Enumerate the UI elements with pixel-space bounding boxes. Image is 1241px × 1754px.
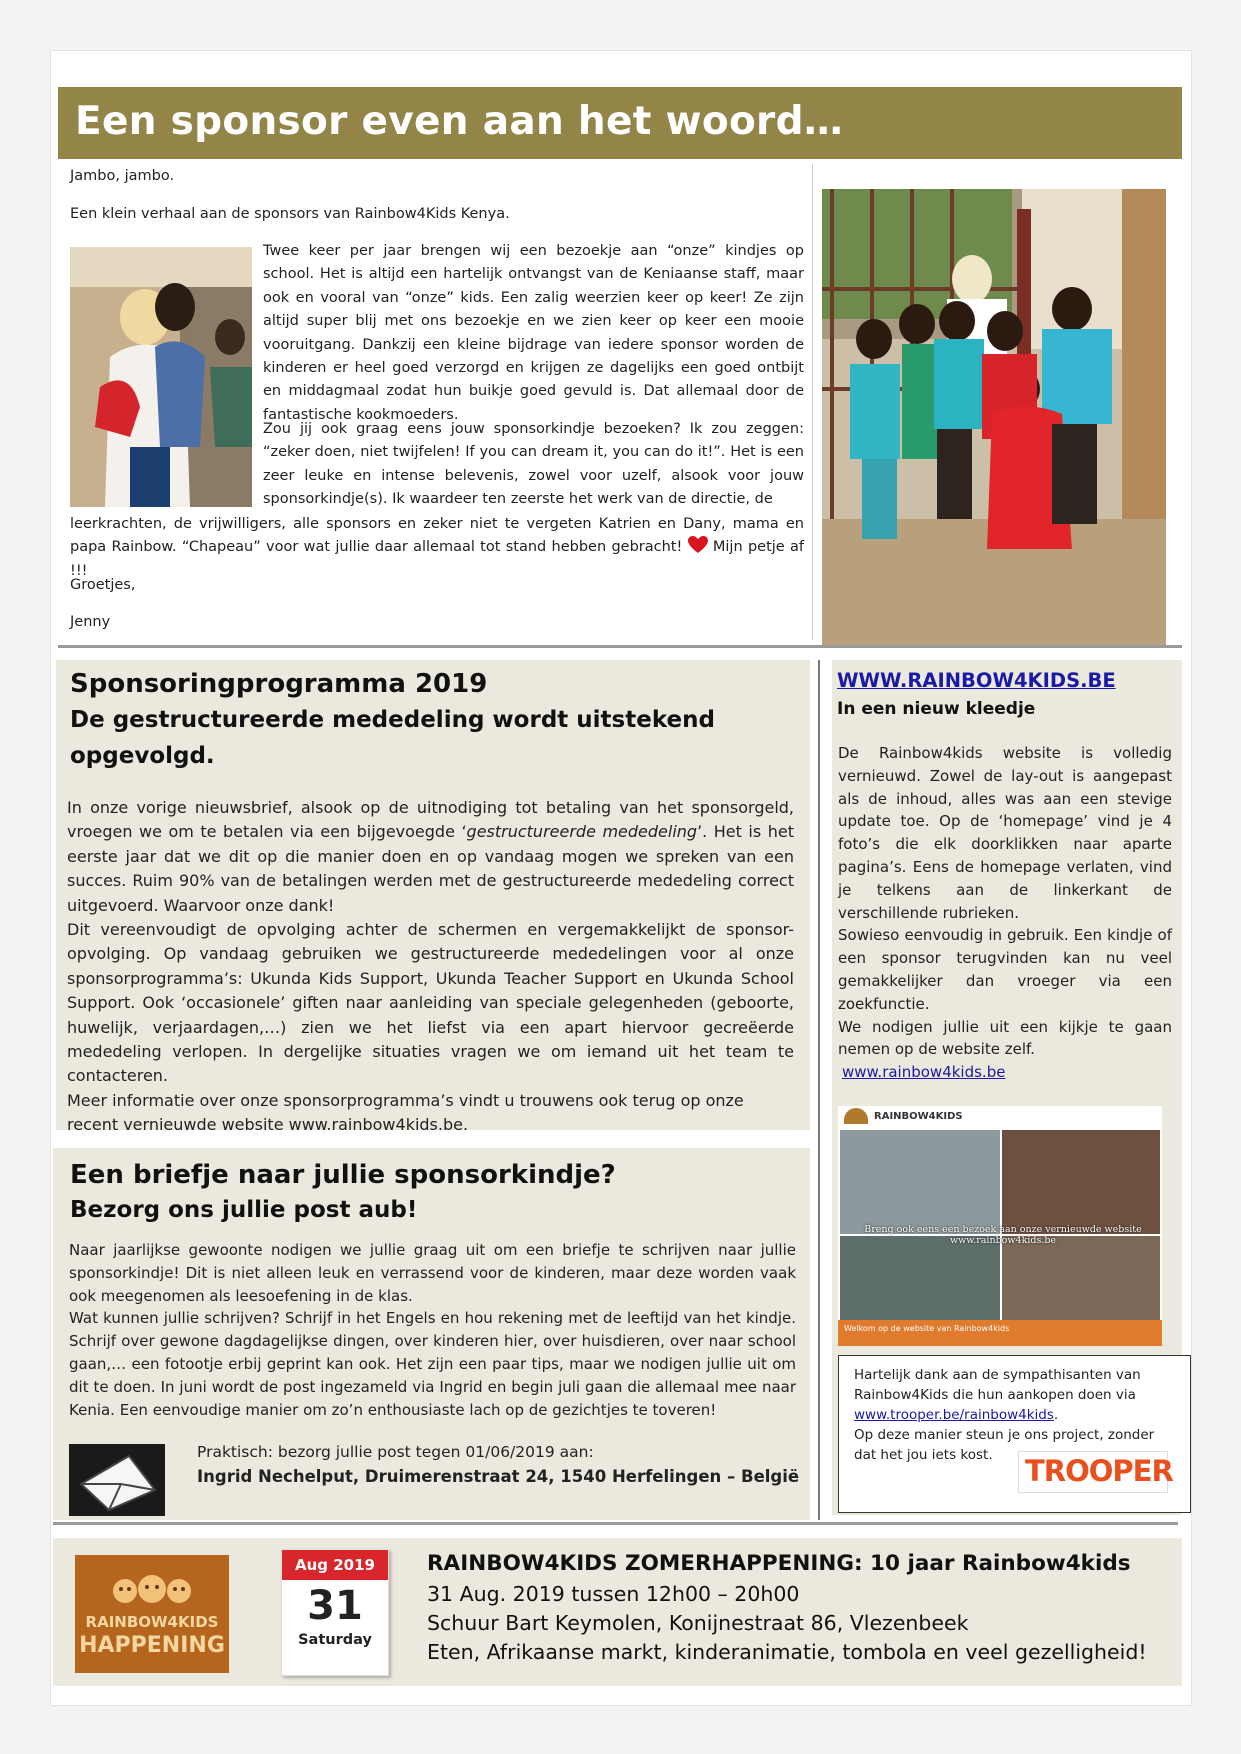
calendar-month: Aug 2019 (282, 1550, 388, 1580)
website-paragraph-2: Sowieso eenvoudig in gebruik. Een kindje of een sponsor terugvinden kan nu veel gemakkelijker dan vroeger via een zoekfunctie. (838, 926, 1172, 1013)
briefje-body (69, 1239, 796, 1421)
screenshot-pupils-photo (1002, 1236, 1160, 1320)
website-paragraph-1: De Rainbow4kids website is volledig vernieuwd. Zowel de lay-out is aangepast als de inhoud, alles was aan een stevige update toe. Op de ‘homepage’ vind je 4 foto’s die elk doorklikken naar aparte pagina’s. Eens de homepage verlaten, vind je telkens aan de linkerkant de verschillende rubrieken. (838, 744, 1172, 922)
screenshot-footer: Welkom op de website van Rainbow4kids (838, 1320, 1162, 1346)
letter-signature: Jenny (70, 614, 111, 630)
logo-bottom-text: HAPPENING (79, 1633, 225, 1658)
screenshot-overlay: Breng ook eens een bezoek aan onze vernieuwde website www.rainbow4kids.be (864, 1224, 1142, 1246)
header-banner (58, 87, 1182, 159)
website-title-link[interactable]: WWW.RAINBOW4KIDS.BE (837, 669, 1116, 692)
event-location: Schuur Bart Keymolen, Konijnestraat 86, Vlezenbeek (427, 1611, 969, 1635)
envelope-icon (69, 1444, 165, 1516)
sponsoring-paragraph-3: Meer informatie over onze sponsorprogramma’s vindt u trouwens ook terug op onze recent vernieuwde website www.rainbow4kids.be. (67, 1090, 744, 1135)
sponsoring-header (70, 669, 810, 774)
sponsoring-subtitle: De gestructureerde mededeling wordt uitstekend opgevolgd. (70, 707, 715, 769)
calendar-weekday: Saturday (298, 1632, 372, 1648)
sponsoring-paragraph-2: Dit vereenvoudigt de opvolging achter de schermen en vergemakkelijkt de sponsor-opvolging. Op vandaag gebruiken we gestructureerde mededelingen voor al onze sponsorprogramma’s: Ukunda Kids Support, Ukunda Teacher Support en Ukunda School Support. Ook ‘occasionele’ giften naar aanleiding van speciale gelegenheden (geboorte, huwelijk, verjaardagen,…) zien we het liefst via een apart hiervoor gecreëerde mededeling verlopen. In dergelijke situaties vragen we om iemand uit het team te contacteren. (67, 920, 794, 1086)
website-screenshot (838, 1106, 1162, 1346)
page-title: Een sponsor even aan het woord… (75, 99, 844, 144)
briefje-subtitle: Bezorg ons jullie post aub! (70, 1197, 418, 1223)
structured-notice-term: gestructureerde mededeling (466, 822, 698, 842)
event-title: RAINBOW4KIDS ZOMERHAPPENING: 10 jaar Rainbow4kids (427, 1551, 1131, 1576)
letter-hat-off: Mijn petje af !!! (70, 539, 804, 579)
screenshot-class-photo (840, 1236, 1000, 1320)
screenshot-kids-photo (1002, 1130, 1160, 1234)
event-date: 31 Aug. 2019 tussen 12h00 – 20h00 (427, 1582, 800, 1606)
hug-photo (70, 247, 252, 507)
briefje-practical: Praktisch: bezorg jullie post tegen 01/06/2019 aan: (197, 1443, 594, 1461)
sponsoring-paragraph-1: In onze vorige nieuwsbrief, alsook op de uitnodiging tot betaling van het sponsorgeld, vroegen we om te betalen via een bijgevoegde ‘gestructureerde mededeling’. Het is het eerste jaar dat we dit op die manier doen en op vandaag mogen we spreken van een succes. Ruim 90% van de betalingen werden met de gestructureerde mededeling correct uitgevoerd. Waarvoor onze dank! (67, 798, 794, 915)
calendar-icon (281, 1549, 389, 1676)
letter-greeting: Jambo, jambo. (70, 168, 175, 184)
letter-thanks: leerkrachten, de vrijwilligers, alle sponsors en zeker niet te vergeten Katrien en Dany, mama en papa Rainbow. “Chapeau” voor wat jullie daar allemaal tot stand hebben gebracht! (70, 516, 804, 556)
letter-paragraph-2-cont (70, 513, 804, 583)
sidebar-divider (818, 660, 820, 1520)
briefje-address: Ingrid Nechelput, Druimerenstraat 24, 1540 Herfelingen – België (197, 1467, 800, 1486)
faces-icon (111, 1569, 193, 1609)
letter-closing: Groetjes, (70, 577, 136, 593)
logo-icon (844, 1108, 868, 1124)
screenshot-school-photo (840, 1130, 1000, 1234)
letter-paragraph-2: Zou jij ook graag eens jouw sponsorkindje bezoeken? Ik zou zeggen: “zeker doen, niet twijfelen! If you can dream it, you can do it!”. Het is een zeer leuke en intense belevenis, zowel voor uzelf, alsook voor jouw sponsorkindje(s). Ik waardeer ten zeerste het werk van de directie, de (263, 421, 804, 508)
screenshot-logo: RAINBOW4KIDS (844, 1108, 963, 1124)
website-subtitle: In een nieuw kleedje (837, 699, 1036, 719)
letter-intro: Een klein verhaal aan de sponsors van Rainbow4Kids Kenya. (70, 206, 510, 222)
website-body (838, 742, 1172, 1084)
sponsoring-title: Sponsoringprogramma 2019 (70, 669, 488, 699)
trooper-text: Hartelijk dank aan de sympathisanten van Rainbow4Kids die hun aankopen doen via www.trooper.be/rainbow4kids. Op deze manier steun je ons project, zonder dat het jou iets kost. (854, 1367, 1155, 1463)
footer-divider (53, 1522, 1178, 1525)
trooper-box (838, 1355, 1191, 1513)
happening-logo (75, 1555, 229, 1673)
kids-group-photo (822, 189, 1166, 645)
website-paragraph-3: We nodigen jullie uit een kijkje te gaan nemen op de website zelf. (838, 1017, 1172, 1059)
heart-icon (688, 536, 708, 554)
section-divider (58, 645, 1182, 648)
trooper-logo: TROOPER (1018, 1451, 1168, 1493)
logo-top-text: RAINBOW4KIDS (85, 1613, 219, 1631)
website-header (837, 669, 1177, 719)
website-link[interactable]: www.rainbow4kids.be (842, 1063, 1006, 1082)
trooper-link[interactable]: www.trooper.be/rainbow4kids (854, 1407, 1054, 1423)
event-activities: Eten, Afrikaanse markt, kinderanimatie, tombola en veel gezelligheid! (427, 1640, 1147, 1664)
calendar-day: 31 (307, 1583, 363, 1629)
briefje-paragraph-2: Wat kunnen jullie schrijven? Schrijf in het Engels en hou rekening met de leeftijd van het kindje. Schrijf over gewone dagdagelijkse dingen, over kinderen hier, over huisdieren, over naar school gaan,… een fotootje erbij geprint kan ook. Het zijn een paar tips, maar we nodigen jullie uit om dit te doen. In juni wordt de post ingezameld via Ingrid en begin juli gaan die allemaal mee naar Kenia. Een eenvoudige manier om zo’n enthousiaste lach op de gezichtjes te toveren! (69, 1309, 796, 1419)
event-details (427, 1551, 1187, 1664)
briefje-header (70, 1160, 800, 1228)
sponsoring-body (67, 796, 794, 1138)
briefje-title: Een briefje naar jullie sponsorkindje? (70, 1160, 616, 1190)
briefje-paragraph-1: Naar jaarlijkse gewoonte nodigen we jullie graag uit om een briefje te schrijven naar jullie sponsorkindje! Dit is niet alleen leuk en verrassend voor de kinderen, maar deze worden vaak ook meegenomen als leesoefening in de klas. (69, 1241, 796, 1305)
letter-paragraph-1: Twee keer per jaar brengen wij een bezoekje aan “onze” kindjes op school. Het is altijd een hartelijk ontvangst van de Keniaanse staff, maar ook en vooral van “onze” kids. Een zalig weerzien keer op keer! Ze zijn altijd super blij met ons bezoekje en we zien keer op keer een mooie vooruitgang. Dankzij een kleine bijdrage van iedere sponsor worden de kinderen er heel goed verzorgd en krijgen ze dagelijks een goed ontbijt en middagmaal zodat hun buikje goed gevuld is. Dat allemaal door de fantastische kookmoeders. (263, 243, 804, 423)
